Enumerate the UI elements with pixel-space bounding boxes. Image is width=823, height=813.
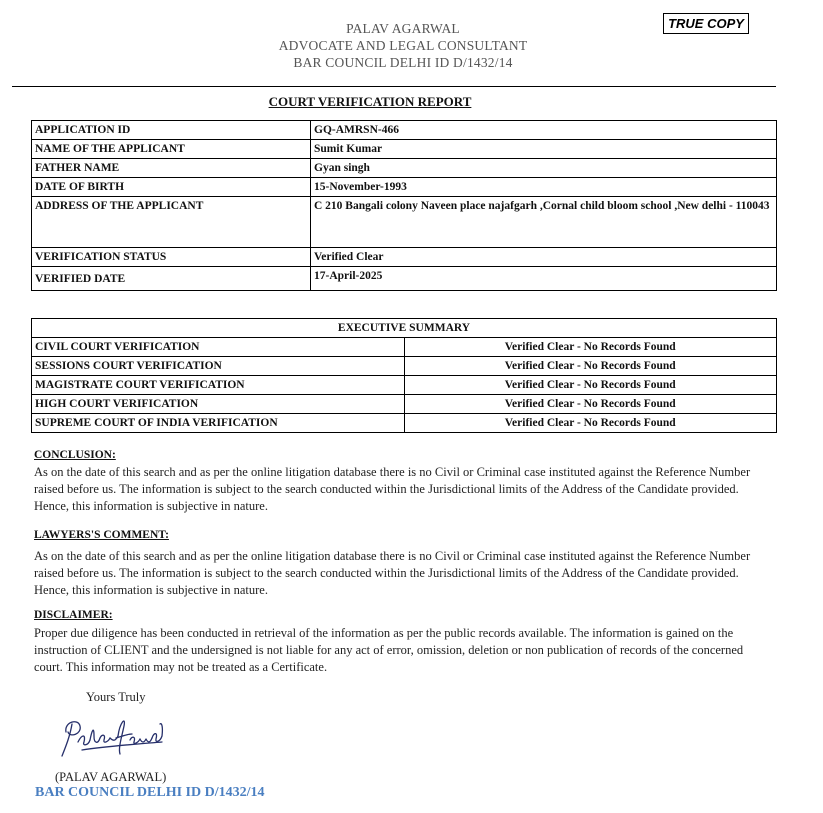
signature-image [58, 712, 168, 760]
table-row [32, 395, 777, 414]
conclusion-text: As on the date of this search and as per the online litigation database there is no Civil or Criminal case instituted against the Reference Number raised before us. The information is subject to the search conducted within the Jurisdictional limits of the Address of the Candidate provided. Hence, this information is subjective in nature. [34, 465, 751, 513]
field-label: VERIFICATION STATUS [32, 248, 311, 267]
field-value: Sumit Kumar [311, 140, 777, 159]
letterhead-name: PALAV AGARWAL [346, 21, 460, 36]
table-row [32, 267, 777, 291]
table-row [32, 197, 777, 248]
field-label: DATE OF BIRTH [32, 178, 311, 197]
table-row [32, 338, 777, 357]
letterhead-title: ADVOCATE AND LEGAL CONSULTANT [278, 38, 528, 53]
disclaimer-heading: DISCLAIMER: [34, 609, 113, 621]
field-label: VERIFIED DATE [32, 267, 311, 291]
court-label: CIVIL COURT VERIFICATION [32, 338, 405, 357]
court-label: SUPREME COURT OF INDIA VERIFICATION [32, 414, 405, 433]
court-label: MAGISTRATE COURT VERIFICATION [32, 376, 405, 395]
letterhead-bar-id: BAR COUNCIL DELHI ID D/1432/14 [293, 55, 513, 70]
summary-heading: EXECUTIVE SUMMARY [32, 319, 777, 338]
table-row [32, 159, 777, 178]
table-row [32, 319, 777, 338]
true-copy-stamp: TRUE COPY [663, 13, 749, 34]
lawyers-comment-heading: LAWYERS'S COMMENT: [34, 529, 169, 541]
court-status: Verified Clear - No Records Found [404, 338, 777, 357]
signatory-name: (PALAV AGARWAL) [55, 770, 167, 784]
field-value: C 210 Bangali colony Naveen place najafgarh ,Cornal child bloom school ,New delhi - 110043 [311, 197, 777, 248]
field-label: FATHER NAME [32, 159, 311, 178]
disclaimer-text: Proper due diligence has been conducted in retrieval of the information as per the public records available. The information is gained on the instruction of CLIENT and the undersigned is not liable for any act of error, omission, deletion or non publication of records of the concerned court. This information may not be treated as a Certificate. [34, 626, 744, 674]
court-status: Verified Clear - No Records Found [404, 376, 777, 395]
field-value: Verified Clear [311, 248, 777, 267]
field-value: 15-November-1993 [311, 178, 777, 197]
court-status: Verified Clear - No Records Found [404, 395, 777, 414]
table-row [32, 178, 777, 197]
table-row [32, 248, 777, 267]
court-status: Verified Clear - No Records Found [404, 357, 777, 376]
court-label: SESSIONS COURT VERIFICATION [32, 357, 405, 376]
court-label: HIGH COURT VERIFICATION [32, 395, 405, 414]
field-value: 17-April-2025 [311, 267, 777, 291]
report-title: COURT VERIFICATION REPORT [268, 94, 472, 109]
executive-summary-table [31, 318, 777, 433]
field-label: APPLICATION ID [32, 121, 311, 140]
table-row [32, 414, 777, 433]
conclusion-heading: CONCLUSION: [34, 449, 116, 461]
table-row [32, 357, 777, 376]
closing-salutation: Yours Truly [86, 690, 146, 704]
applicant-details-table [31, 120, 777, 291]
signatory-bar-id: BAR COUNCIL DELHI ID D/1432/14 [35, 785, 265, 800]
field-value: Gyan singh [311, 159, 777, 178]
table-row [32, 140, 777, 159]
field-label: ADDRESS OF THE APPLICANT [32, 197, 311, 248]
field-label: NAME OF THE APPLICANT [32, 140, 311, 159]
header-divider [12, 86, 776, 87]
table-row [32, 121, 777, 140]
field-value: GQ-AMRSN-466 [311, 121, 777, 140]
lawyers-comment-text: As on the date of this search and as per the online litigation database there is no Civil or Criminal case instituted against the Reference Number raised before us. The information is subject to the search conducted within the Jurisdictional limits of the Address of the Candidate provided. Hence, this information is subjective in nature. [34, 549, 751, 597]
table-row [32, 376, 777, 395]
court-status: Verified Clear - No Records Found [404, 414, 777, 433]
